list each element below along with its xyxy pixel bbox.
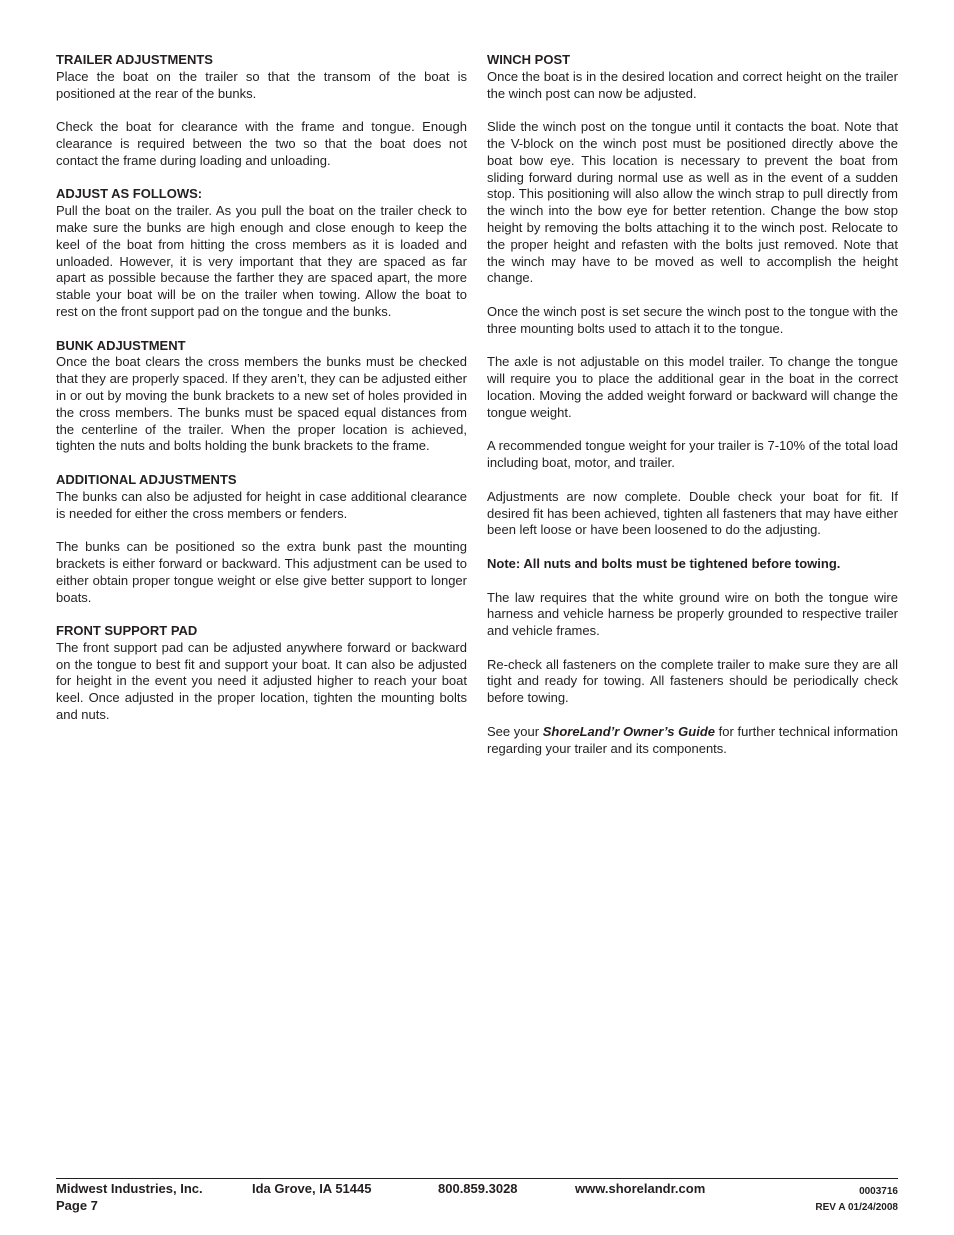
section-additional-adjustments: [56, 472, 467, 606]
paragraph: Once the winch post is set secure the winch post to the tongue with the three mounting bolts used to attach it to the tongue.: [487, 303, 898, 336]
section-adjust-as-follows: [56, 186, 467, 320]
paragraph: The bunks can also be adjusted for height in case additional clearance is needed for either the cross members or fenders.: [56, 488, 467, 521]
paragraph: Once the boat clears the cross members the bunks must be checked that they are properly spaced. If they aren’t, they can be adjusted either in or out by moving the bunk brackets to a new set of holes provided in the cross members. The bunks must be spaced equal distances from the centerline of the trailer. When the proper location is achieved, tighten the nuts and bolts holding the bunk brackets to the frame.: [56, 354, 467, 454]
section-front-support-pad: [56, 623, 467, 724]
section-heading: FRONT SUPPORT PAD: [56, 623, 198, 639]
towing-note: Note: All nuts and bolts must be tightened before towing.: [487, 555, 841, 571]
owners-guide-text-before: See your: [487, 723, 543, 739]
paragraph: Once the boat is in the desired location and correct height on the trailer the winch post can now be adjusted.: [487, 68, 898, 101]
footer-phone: 800.859.3028: [438, 1181, 518, 1196]
paragraph: Place the boat on the trailer so that the transom of the boat is positioned at the rear of the bunks.: [56, 68, 467, 101]
paragraph: A recommended tongue weight for your trailer is 7-10% of the total load including boat, motor, and trailer.: [487, 438, 898, 471]
section-heading: ADDITIONAL ADJUSTMENTS: [56, 471, 237, 487]
paragraph: Re-check all fasteners on the complete trailer to make sure they are all tight and ready for towing. All fasteners should be periodically check before towing.: [487, 656, 898, 706]
paragraph: Adjustments are now complete. Double check your boat for fit. If desired fit has been achieved, tighten all fasteners that may have either been left loose or have been loosened to do the adjusting.: [487, 488, 898, 538]
section-heading: BUNK ADJUSTMENT: [56, 337, 186, 353]
left-column: [56, 52, 467, 741]
paragraph: The law requires that the white ground wire on both the tongue wire harness and vehicle harness be properly grounded to respective trailer and vehicle frames.: [487, 589, 898, 639]
paragraph: Slide the winch post on the tongue until it contacts the boat. Note that the V-block on the winch post must be positioned directly above the boat bow eye. This location is necessary to prevent the boat from sliding forward during normal use as well as in the event of a sudden stop. This positioning will also allow the winch strap to pull directly from the winch into the bow eye for better retention. Change the bow stop height by removing the bolts attaching it to the winch post. Relocate to the proper height and refasten with the bolts just removed. Note that the winch may have to be moved as well to accomplish the height change.: [487, 119, 898, 286]
footer-address: Ida Grove, IA 51445: [252, 1181, 372, 1196]
paragraph: Check the boat for clearance with the frame and tongue. Enough clearance is required between the two so that the boat does not contact the frame during loading and unloading.: [56, 119, 467, 168]
section-heading: ADJUST AS FOLLOWS:: [56, 186, 203, 202]
section-trailer-adjustments: [56, 52, 467, 170]
section-heading: TRAILER ADJUSTMENTS: [56, 52, 213, 67]
section-winch-post: [487, 52, 898, 757]
footer-company: Midwest Industries, Inc.: [56, 1181, 203, 1196]
paragraph: The front support pad can be adjusted anywhere forward or backward on the tongue to best fit and support your boat. It can also be adjusted for height in the event you need it adjusted higher to reach your boat keel. Once adjusted in the proper location, tighten the mounting bolts and nuts.: [56, 639, 467, 723]
footer-website: www.shorelandr.com: [575, 1181, 706, 1196]
owners-guide-paragraph: [487, 724, 898, 758]
footer-doc-number: 0003716: [859, 1186, 898, 1197]
owners-guide-title: ShoreLand’r Owner’s Guide: [542, 723, 715, 739]
footer-page-number: Page 7: [56, 1198, 98, 1213]
owners-guide-text-after: for further technical information regarding your trailer and its components.: [487, 723, 898, 756]
paragraph: The bunks can be positioned so the extra bunk past the mounting brackets is either forward or backward. This adjustment can be used to either obtain proper tongue weight or else give better support to longer boats.: [56, 539, 467, 605]
footer-revision: REV A 01/24/2008: [815, 1202, 898, 1213]
footer-divider: [56, 1178, 898, 1179]
section-heading: WINCH POST: [487, 52, 571, 67]
paragraph: The axle is not adjustable on this model trailer. To change the tongue will require you to place the additional gear in the boat in the correct location. Moving the added weight forward or backward will change the tongue weight.: [487, 354, 898, 420]
right-column: [487, 52, 898, 774]
paragraph: Pull the boat on the trailer. As you pull the boat on the trailer check to make sure the bunks are high enough and close enough to keep the keel of the boat from hitting the cross members as it is loaded and unloaded. However, it is very important that they are spaced as far apart as possible because the farther they are spaced apart, the more stable your boat will be on the trailer when towing. Allow the boat to rest on the front support pad on the tongue and the bunks.: [56, 203, 467, 319]
section-bunk-adjustment: [56, 338, 467, 456]
